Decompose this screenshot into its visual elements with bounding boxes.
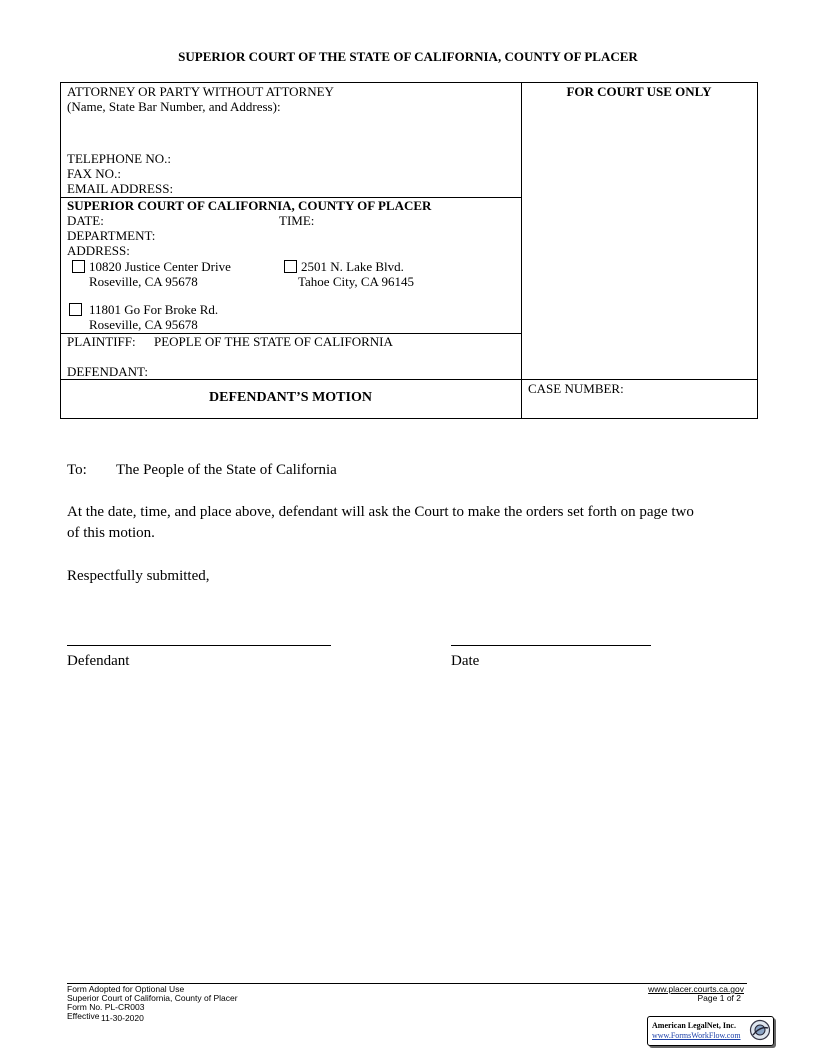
- location-line: 10820 Justice Center Drive: [89, 259, 231, 274]
- court-use-label: FOR COURT USE ONLY: [566, 84, 712, 99]
- body-paragraph-line: At the date, time, and place above, defendant will ask the Court to make the orders set forth on page two: [67, 504, 694, 520]
- body-paragraph-line: of this motion.: [67, 525, 155, 541]
- americanlegalnet-logo[interactable]: [647, 1016, 774, 1046]
- case-number-label: CASE NUMBER:: [528, 381, 624, 396]
- location-line: 2501 N. Lake Blvd.: [301, 259, 404, 274]
- attorney-sublabel: (Name, State Bar Number, and Address):: [67, 99, 281, 114]
- date-signature-label: Date: [451, 653, 480, 669]
- court-header: SUPERIOR COURT OF THE STATE OF CALIFORNIA, COUNTY OF PLACER: [178, 49, 638, 64]
- court-name: SUPERIOR COURT OF CALIFORNIA, COUNTY OF PLACER: [67, 198, 432, 213]
- plaintiff-value: PEOPLE OF THE STATE OF CALIFORNIA: [154, 334, 393, 349]
- date-label: DATE:: [67, 213, 104, 228]
- location-checkbox[interactable]: [72, 260, 85, 273]
- time-label: TIME:: [279, 213, 315, 228]
- location-checkbox[interactable]: [69, 303, 82, 316]
- page-indicator: Page 1 of 2: [697, 993, 741, 1003]
- to-label: To:: [67, 462, 87, 478]
- fax-label: FAX NO.:: [67, 166, 121, 181]
- globe-icon: [749, 1019, 771, 1041]
- attorney-label: ATTORNEY OR PARTY WITHOUT ATTORNEY: [67, 84, 334, 99]
- location-checkbox[interactable]: [284, 260, 297, 273]
- email-label: EMAIL ADDRESS:: [67, 181, 174, 196]
- address-label: ADDRESS:: [67, 243, 130, 258]
- effective-date: 11-30-2020: [101, 1013, 144, 1023]
- effective-label: Effective: [67, 1011, 100, 1021]
- closing-text: Respectfully submitted,: [67, 568, 210, 584]
- signature-label: Defendant: [67, 653, 130, 669]
- plaintiff-label: PLAINTIFF:: [67, 334, 136, 349]
- website-link[interactable]: www.placer.courts.ca.gov: [648, 984, 744, 994]
- signature-line[interactable]: [67, 645, 331, 646]
- defendant-label: DEFENDANT:: [67, 364, 148, 379]
- date-line[interactable]: [451, 645, 651, 646]
- location-line: Roseville, CA 95678: [89, 274, 198, 289]
- location-line: 11801 Go For Broke Rd.: [89, 302, 219, 317]
- document-title: DEFENDANT’S MOTION: [209, 390, 372, 405]
- caption-rule: [60, 379, 757, 380]
- location-line: Roseville, CA 95678: [89, 317, 198, 332]
- logo-name: American LegalNet, Inc.: [652, 1021, 736, 1030]
- location-line: Tahoe City, CA 96145: [298, 274, 414, 289]
- caption-table: [60, 82, 758, 419]
- to-value: The People of the State of California: [116, 462, 337, 478]
- footer-line: Form Adopted for Optional Use: [67, 984, 185, 994]
- footer-line: Form No. PL-CR003: [67, 1002, 145, 1012]
- caption-divider: [521, 82, 522, 418]
- footer-line: Superior Court of California, County of Placer: [67, 993, 238, 1003]
- telephone-label: TELEPHONE NO.:: [67, 151, 171, 166]
- logo-url[interactable]: www.FormsWorkFlow.com: [652, 1031, 741, 1040]
- department-label: DEPARTMENT:: [67, 228, 156, 243]
